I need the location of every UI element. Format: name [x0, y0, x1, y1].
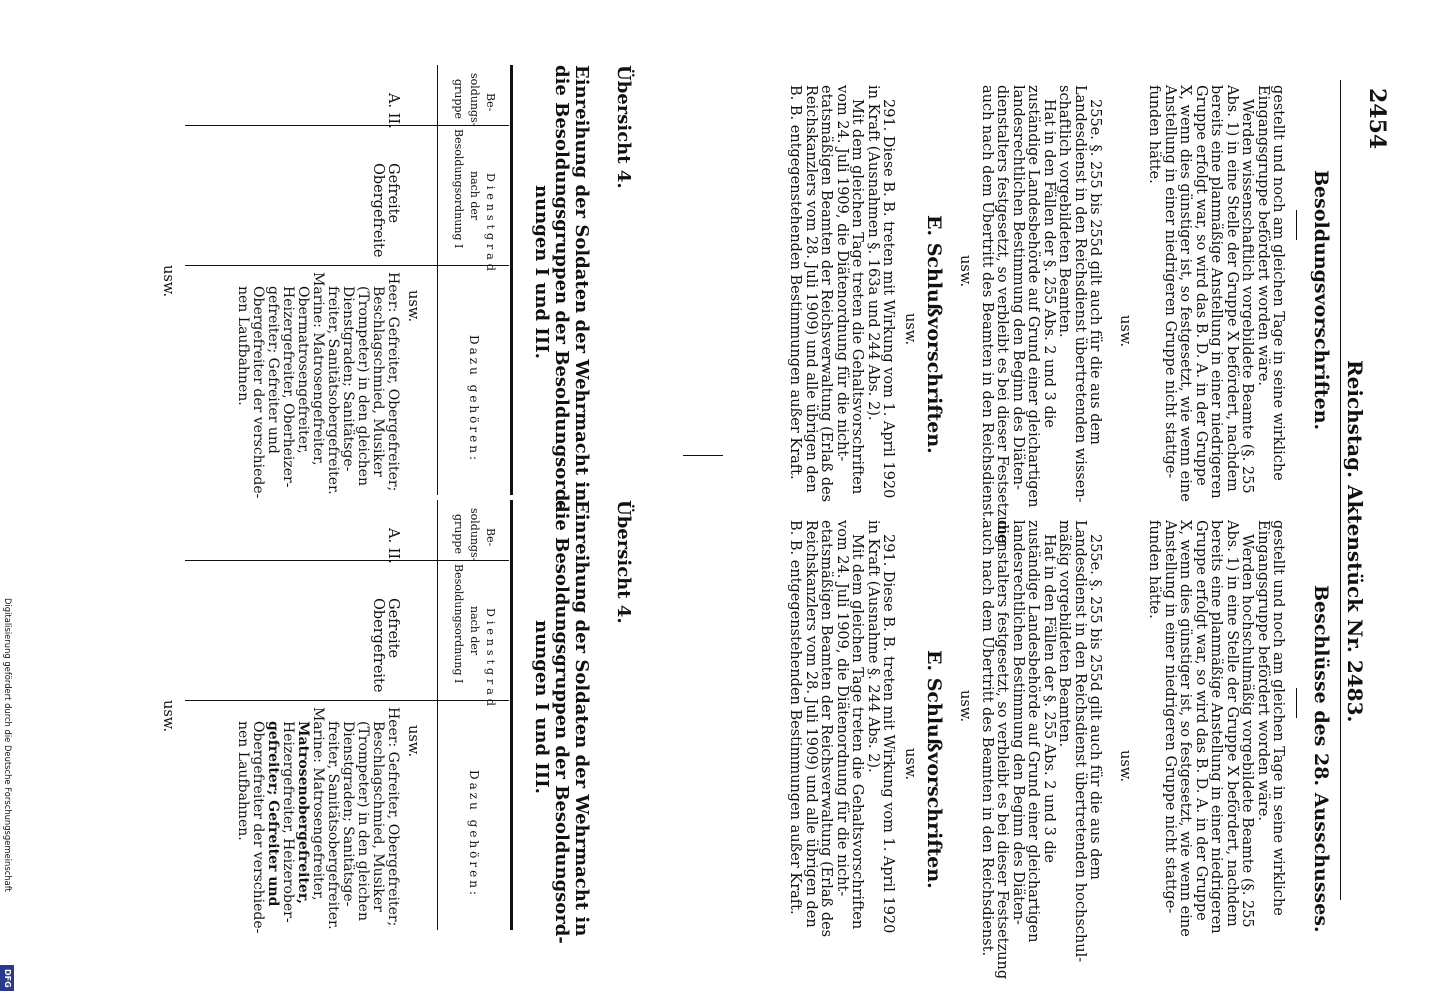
body-line: Mit dem gleichen Tage treten die Gehaltsvorschriften: [849, 534, 865, 930]
body-line: X, wenn dies günstiger ist, so festgesetzt, wie wenn eine: [1177, 85, 1193, 502]
body-line: landesrechtlichen Bestimmung den Beginn des Diäten-: [1009, 520, 1026, 925]
body-line: 291. Diese B. B. treten mit Wirkung vom 1. April 1920: [880, 99, 896, 499]
right-title-dash: [1296, 688, 1297, 718]
table-member-cell: (Trompeter) in den gleichen: [355, 721, 371, 921]
section-heading: E. Schlußvorschriften.: [922, 650, 945, 889]
table-label: Übersicht 4.: [613, 65, 634, 189]
body-line: gestellt und noch am gleichen Tage in seine wirkliche: [1270, 85, 1286, 481]
table-header-group: gruppe: [452, 79, 465, 119]
body-line: Abs. 1) in eine Stelle der Gruppe X befördert, nachdem: [1223, 520, 1240, 927]
table-member-cell: Beschlagschmied, Musiker: [370, 286, 386, 477]
table-member-cell: Heer: Gefreiter, Obergefreiter;: [385, 707, 401, 927]
body-line: in Kraft (Ausnahmen §. 163a und 244 Abs. 2).: [864, 85, 881, 421]
body-line: B. B. entgegenstehenden Bestimmungen außer Kraft.: [787, 85, 803, 480]
usw-marker: usw.: [405, 725, 421, 758]
table-header-rank: nach der: [468, 171, 481, 221]
table-member-cell: Marine: Matrosengefreiter,: [310, 272, 326, 466]
table-member-cell: Heer: Gefreiter, Obergefreiter;: [385, 272, 401, 492]
body-line: Eingangsgruppe befördert worden wäre.: [1254, 520, 1271, 822]
body-line: landesrechtlichen Bestimmung den Beginn des Diäten-: [1009, 85, 1026, 490]
body-line: vom 24. Juli 1909, die Diätenordnung für die nicht-: [833, 520, 850, 897]
right-header-title: Beschlüsse des 28. Ausschusses.: [1310, 585, 1332, 933]
body-line: Landesdienst in den Reichsdienst übertretenden wissen-: [1071, 85, 1088, 503]
table-header-rule: [437, 500, 438, 930]
usw-marker: usw.: [901, 748, 918, 781]
body-line: dienstalters festgesetzt, so verbleibt es bei dieser Festsetzung: [994, 520, 1010, 980]
table-header-group: soldungs-: [468, 508, 481, 562]
left-header-title: Besoldungsvorschriften.: [1310, 170, 1332, 431]
body-line: vom 24. Juli 1909, die Diätenordnung für die nicht-: [833, 85, 850, 462]
center-header-title: Reichstag. Aktenstück Nr. 2483.: [1343, 360, 1367, 723]
column-separator: [683, 455, 723, 456]
table-rank-cell: Obergefreite: [370, 163, 386, 258]
usw-marker: usw.: [957, 690, 973, 723]
body-line: Gruppe erfolgt war, so wird das B. D. A. in der Gruppe: [1192, 520, 1209, 921]
body-line: Gruppe erfolgt war, so wird das B. D. A. in der Gruppe: [1192, 85, 1209, 486]
body-line: Reichskanzlers vom 28. Juli 1909) und alle übrigen den: [802, 85, 819, 493]
body-line: bereits eine planmäßige Anstellung in einer niedrigeren: [1208, 85, 1224, 499]
footer-strip: [0, 0, 14, 1000]
table-title-line: nungen I und III.: [531, 620, 552, 794]
table-label: Übersicht 4.: [613, 500, 634, 624]
table-top-rule: [510, 65, 513, 495]
header-col-divider: [437, 265, 509, 266]
table-top-rule: [510, 500, 513, 930]
usw-marker: usw.: [160, 265, 176, 298]
body-line: schaftlich vorgebildeten Beamten.: [1056, 85, 1072, 338]
table-header-rule: [437, 65, 438, 495]
body-line: funden hätte.: [1146, 85, 1162, 184]
dfg-logo-text: DFG: [3, 969, 12, 988]
body-line: in Kraft (Ausnahme §. 244 Abs. 2).: [864, 520, 881, 773]
body-line: auch nach dem Übertritt des Beamten in den Reichsdienst.: [978, 85, 995, 522]
table-header-group: soldungs-: [468, 73, 481, 127]
table-header-rank: Besoldungsordnung I: [452, 564, 465, 684]
body-line: Reichskanzlers vom 28. Juli 1909) und alle übrigen den: [802, 520, 819, 928]
body-line: Werden wissenschaftlich vorgebildete Beamte (§. 255: [1239, 99, 1255, 494]
dfg-logo: [0, 965, 14, 991]
table-member-cell: freiter, Sanitätsobergefreiter.: [325, 721, 341, 930]
table-member-cell: nen Laufbahnen.: [235, 721, 251, 841]
body-line: Eingangsgruppe befördert worden wäre.: [1254, 85, 1271, 387]
table-header-group: Be-: [484, 93, 497, 112]
body-line: zuständige Landesbehörde auf Grund einer gleichartigen: [1025, 85, 1041, 508]
body-line: Anstellung in einer niedrigeren Gruppe nicht stattge-: [1161, 85, 1178, 479]
usw-marker: usw.: [405, 290, 421, 323]
table-header-group: Be-: [484, 528, 497, 547]
table-header-rank: Besoldungsordnung I: [452, 129, 465, 249]
table-header-group: gruppe: [452, 514, 465, 554]
table-member-cell: Obergefreiter der verschiede-: [250, 721, 266, 934]
body-line: Hat in den Fällen der §. 255 Abs. 2 und 3 die: [1040, 534, 1057, 863]
section-heading: E. Schlußvorschriften.: [922, 215, 945, 454]
body-line: 255e. §. 255 bis 255d gilt auch für die aus dem: [1087, 534, 1103, 880]
table-member-cell: nen Laufbahnen.: [235, 286, 251, 406]
table-member-cell: Beschlagschmied, Musiker: [370, 721, 386, 912]
table-member-cell: freiter, Sanitätsobergefreiter.: [325, 286, 341, 495]
table-title-line: Einreihung der Soldaten der Wehrmacht in: [571, 500, 592, 937]
table-title-line: Einreihung der Soldaten der Wehrmacht in: [571, 65, 592, 502]
body-col-divider: [185, 700, 437, 701]
body-line: dienstalters festgesetzt, so verbleibt es bei dieser Festsetzung: [994, 85, 1010, 545]
body-line: Landesdienst in den Reichsdienst übertretenden hochschul-: [1071, 520, 1088, 963]
table-member-cell: Marine: Matrosengefreiter,: [310, 707, 326, 901]
table-title-line: die Besoldungsgruppen der Besoldungsord-: [551, 500, 572, 944]
body-line: zuständige Landesbehörde auf Grund einer gleichartigen: [1025, 520, 1041, 943]
table-member-cell: Dienstgraden; Sanitätsge-: [340, 286, 356, 472]
table-rank-cell: Obergefreite: [370, 598, 386, 693]
table-header-rank: Dienstgrad: [484, 608, 497, 710]
body-line: gestellt und noch am gleichen Tage in seine wirkliche: [1270, 520, 1286, 916]
usw-marker: usw.: [901, 313, 918, 346]
body-line: Anstellung in einer niedrigeren Gruppe nicht stattge-: [1161, 520, 1178, 914]
footer-credit: Digitalisierung gefördert durch die Deutsche Forschungsgemeinschaft: [3, 598, 13, 892]
page-number: 2454: [1364, 88, 1390, 150]
body-col-divider: [185, 265, 437, 266]
table-member-cell: Heizergefreiter, Oberheizer-: [280, 286, 296, 488]
table-member-cell: Matrosenobergefreiter,: [295, 721, 311, 905]
body-line: funden hätte.: [1146, 520, 1162, 619]
table-member-cell: gefreiter; Gefreiter und: [265, 286, 281, 454]
table-title-line: die Besoldungsgruppen der Besoldungsord-: [551, 65, 572, 509]
table-member-cell: Obergefreiter der verschiede-: [250, 286, 266, 499]
table-header-members: Dazu gehören:: [467, 770, 481, 898]
table-member-cell: Obermatrosengefreiter,: [295, 286, 311, 454]
usw-marker: usw.: [957, 255, 973, 288]
body-line: etatsmäßigen Beamten der Reichsverwaltung (Erlaß des: [818, 520, 834, 938]
table-member-cell: (Trompeter) in den gleichen: [355, 286, 371, 486]
body-line: 255e. §. 255 bis 255d gilt auch für die aus dem: [1087, 99, 1103, 445]
table-title-line: nungen I und III.: [531, 185, 552, 359]
body-line: Werden hochschulmäßig vorgebildete Beamte (§. 255: [1239, 534, 1255, 928]
body-line: Abs. 1) in eine Stelle der Gruppe X befördert, nachdem: [1223, 85, 1240, 492]
table-header-rank: nach der: [468, 606, 481, 656]
table-group-cell: A. II.: [385, 528, 401, 564]
body-line: 291. Diese B. B. treten mit Wirkung vom 1. April 1920: [880, 534, 896, 934]
header-rule: [1340, 80, 1341, 900]
table-member-cell: Heizergefreiter, Heizerober-: [280, 721, 296, 923]
table-header-members: Dazu gehören:: [467, 335, 481, 463]
header-col-divider: [437, 700, 509, 701]
body-line: etatsmäßigen Beamten der Reichsverwaltung (Erlaß des: [818, 85, 834, 503]
body-line: X, wenn dies günstiger ist, so festgesetzt, wie wenn eine: [1177, 520, 1193, 937]
body-line: mäßig vorgebildeten Beamten.: [1056, 520, 1072, 748]
table-rank-cell: Gefreite: [385, 163, 401, 224]
usw-marker: usw.: [1116, 315, 1133, 348]
usw-marker: usw.: [1116, 750, 1133, 783]
body-line: Mit dem gleichen Tage treten die Gehaltsvorschriften: [849, 99, 865, 495]
table-member-cell: Dienstgraden; Sanitätsge-: [340, 721, 356, 907]
usw-marker: usw.: [160, 700, 176, 733]
table-group-cell: A. II.: [385, 93, 401, 129]
body-line: auch nach dem Übertritt des Beamten in den Reichsdienst.: [978, 520, 995, 957]
table-rank-cell: Gefreite: [385, 598, 401, 659]
body-line: bereits eine planmäßige Anstellung in einer niedrigeren: [1208, 520, 1224, 934]
body-line: Hat in den Fällen der §. 255 Abs. 2 und 3 die: [1040, 99, 1057, 428]
body-line: B. B. entgegenstehenden Bestimmungen außer Kraft.: [787, 520, 803, 915]
table-member-cell: gefreiter; Gefreiter und: [265, 721, 281, 907]
left-title-dash: [1296, 210, 1297, 240]
table-header-rank: Dienstgrad: [484, 173, 497, 275]
